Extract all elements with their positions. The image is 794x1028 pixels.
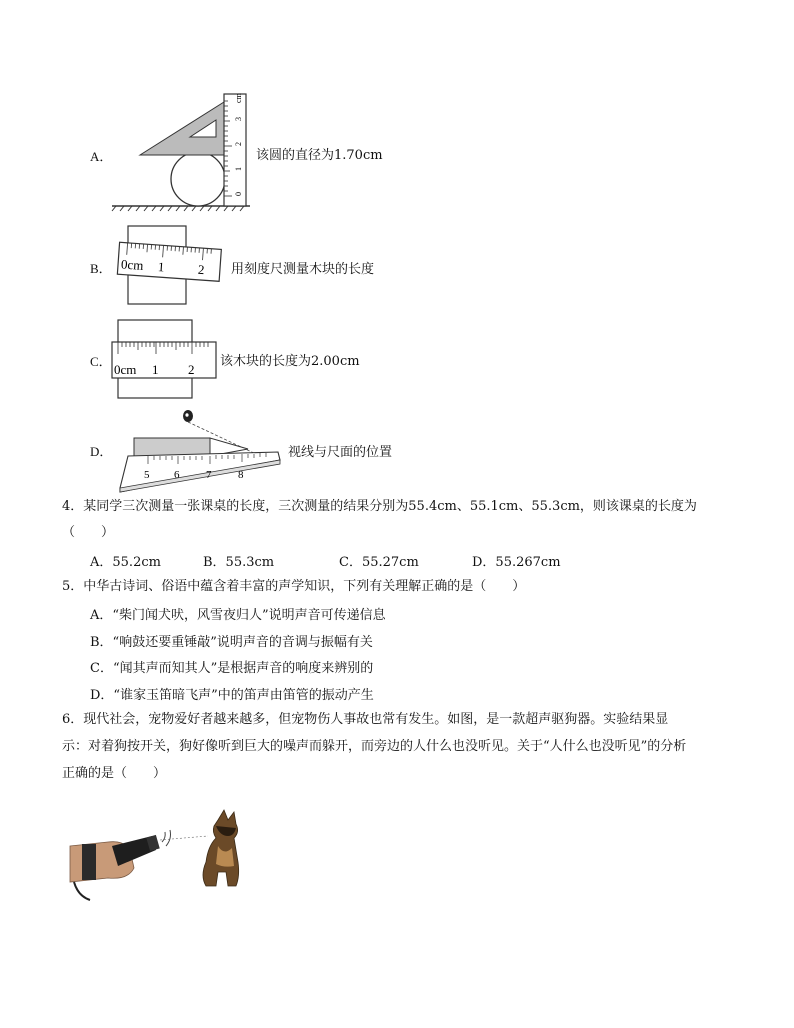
figure-c-tick-0: 0cm	[114, 362, 137, 377]
figure-c-ruler	[110, 318, 220, 400]
question-4-stem: 4．某同学三次测量一张课桌的长度，三次测量的结果分别为55.4cm、55.1cm、55.3cm，则该课桌的长度为	[62, 499, 697, 514]
option-b-caption: 用刻度尺测量木块的长度	[231, 262, 375, 277]
question-6-line-2: 示：对着狗按开关，狗好像听到巨大的噪声而躲开，而旁边的人什么也没听见。关于“人什么也没听见”的分析	[62, 739, 687, 754]
figure-d-eye-ruler	[114, 408, 284, 494]
figure-a-unit: cm	[234, 93, 243, 103]
option-d-caption: 视线与尺面的位置	[288, 445, 393, 460]
figure-d-tick-6: 6	[174, 469, 180, 481]
question-4-option-b: B．55.3cm	[203, 555, 275, 570]
question-4-blank: （ ）	[62, 525, 115, 540]
figure-a-tick-3: 3	[234, 117, 243, 121]
option-c-letter: C．	[90, 354, 112, 369]
question-4-option-c: C．55.27cm	[339, 555, 419, 570]
question-6-line-1: 6．现代社会，宠物爱好者越来越多，但宠物伤人事故也常有发生。如图，是一款超声驱狗器。实验结果显	[62, 712, 669, 727]
option-c-caption: 该木块的长度为2.00cm	[220, 354, 360, 369]
option-b-letter: B．	[90, 261, 112, 276]
figure-a-tick-2: 2	[234, 142, 243, 146]
figure-a-tick-0: 0	[234, 192, 243, 196]
figure-b-tick-0: 0cm	[120, 256, 144, 273]
figure-d-tick-8: 8	[238, 469, 244, 481]
figure-d-tick-7: 7	[206, 469, 212, 481]
question-4-option-d: D．55.267cm	[472, 555, 561, 570]
option-a-letter: A．	[90, 149, 113, 164]
question-4-option-a: A．55.2cm	[90, 555, 161, 570]
figure-b-tick-1: 1	[157, 259, 166, 275]
figure-c-tick-1: 1	[152, 362, 159, 377]
figure-c-tick-2: 2	[188, 362, 195, 377]
question-5-option-d: D．“谁家玉笛暗飞声”中的笛声由笛管的振动产生	[90, 688, 374, 703]
question-5-option-a: A．“柴门闻犬吠，风雪夜归人”说明声音可传递信息	[90, 608, 386, 623]
question-5-option-c: C．“闻其声而知其人”是根据声音的响度来辨别的	[90, 661, 374, 676]
option-a-caption: 该圆的直径为1.70cm	[256, 148, 383, 163]
figure-a-triangle-ruler	[110, 92, 255, 214]
figure-b-tilted-ruler	[112, 224, 230, 308]
figure-b-tick-2: 2	[197, 261, 205, 278]
question-5-stem: 5．中华古诗词、俗语中蕴含着丰富的声学知识，下列有关理解正确的是（ ）	[62, 579, 526, 594]
question-5-option-b: B．“响鼓还要重锤敲”说明声音的音调与振幅有关	[90, 635, 373, 650]
option-d-letter: D．	[90, 444, 113, 459]
dog-repeller-illustration	[68, 806, 248, 906]
figure-d-tick-5: 5	[144, 469, 150, 481]
figure-a-tick-1: 1	[234, 167, 243, 171]
question-6-line-3: 正确的是（ ）	[62, 766, 167, 781]
